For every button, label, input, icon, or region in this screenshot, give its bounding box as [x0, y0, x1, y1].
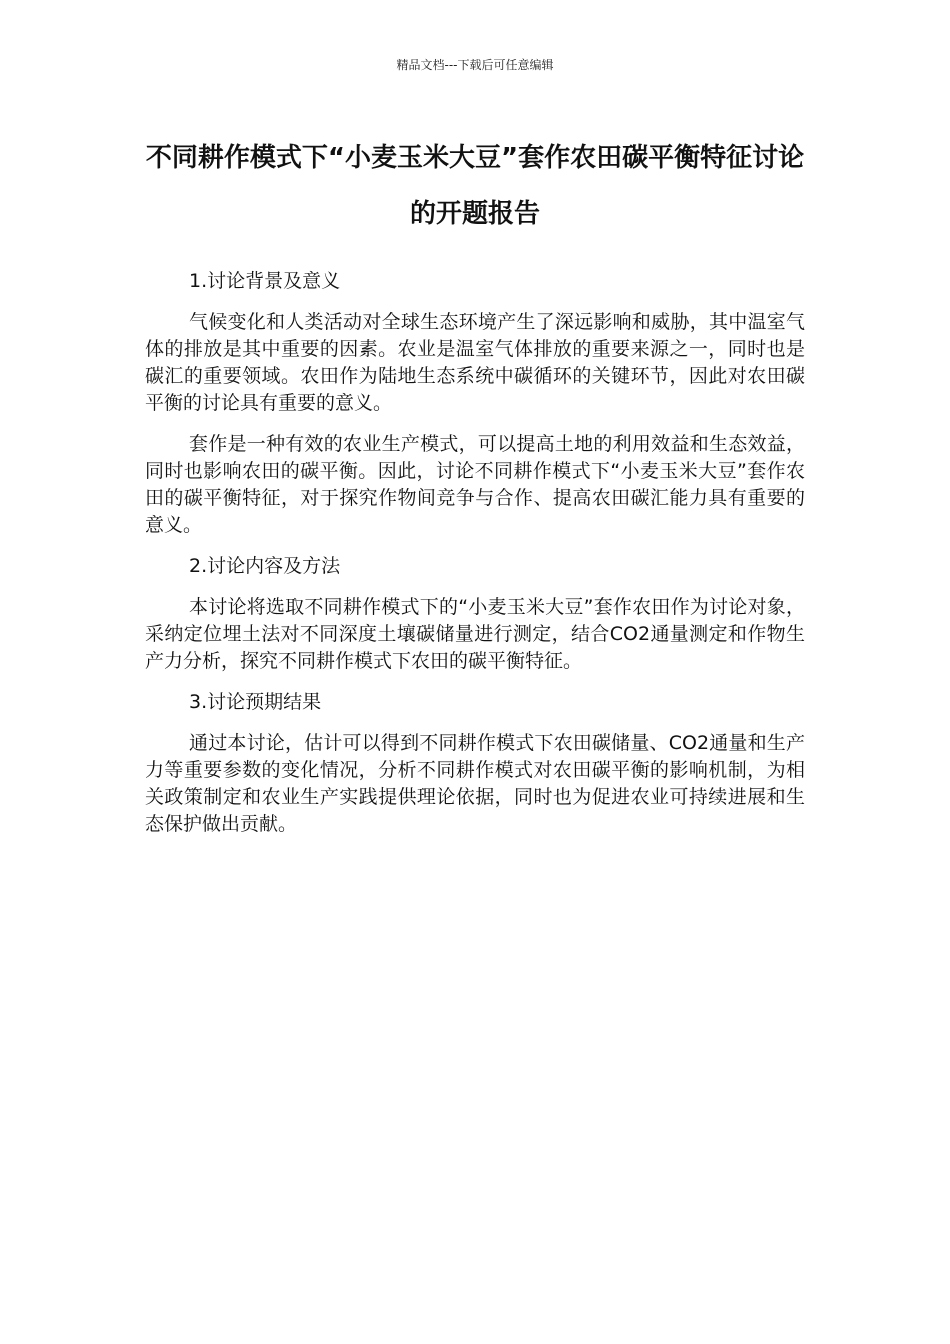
section-paragraph: 套作是一种有效的农业生产模式，可以提高土地的利用效益和生态效益，同时也影响农田的碳平衡。因此，讨论不同耕作模式下“小麦玉米大豆”套作农田的碳平衡特征，对于探究作物间竞争与合作、提高农田碳汇能力具有重要的意义。 [145, 433, 805, 536]
section-content-methods [145, 553, 805, 675]
section-paragraph: 气候变化和人类活动对全球生态环境产生了深远影响和威胁，其中温室气体的排放是其中重要的因素。农业是温室气体排放的重要来源之一，同时也是碳汇的重要领域。农田作为陆地生态系统中碳循环的关键环节，因此对农田碳平衡的讨论具有重要的意义。 [145, 311, 805, 414]
page-header: 精品文档---下载后可任意编辑 [396, 58, 554, 72]
section-paragraph: 通过本讨论，估计可以得到不同耕作模式下农田碳储量、CO2通量和生产力等重要参数的变化情况，分析不同耕作模式对农田碳平衡的影响机制，为相关政策制定和农业生产实践提供理论依据，同时也为促进农业可持续进展和生态保护做出贡献。 [145, 732, 805, 835]
section-heading: 1.讨论背景及意义 [189, 270, 341, 292]
section-heading: 2.讨论内容及方法 [189, 555, 341, 577]
section-heading: 3.讨论预期结果 [189, 691, 322, 713]
section-background [145, 268, 805, 539]
section-expected-results [145, 689, 805, 838]
document-body [145, 268, 805, 852]
section-paragraph: 本讨论将选取不同耕作模式下的“小麦玉米大豆”套作农田作为讨论对象，采纳定位埋土法对不同深度土壤碳储量进行测定，结合CO2通量测定和作物生产力分析，探究不同耕作模式下农田的碳平衡特征。 [145, 596, 805, 672]
document-title: 不同耕作模式下“小麦玉米大豆”套作农田碳平衡特征讨论的开题报告 [145, 143, 805, 229]
